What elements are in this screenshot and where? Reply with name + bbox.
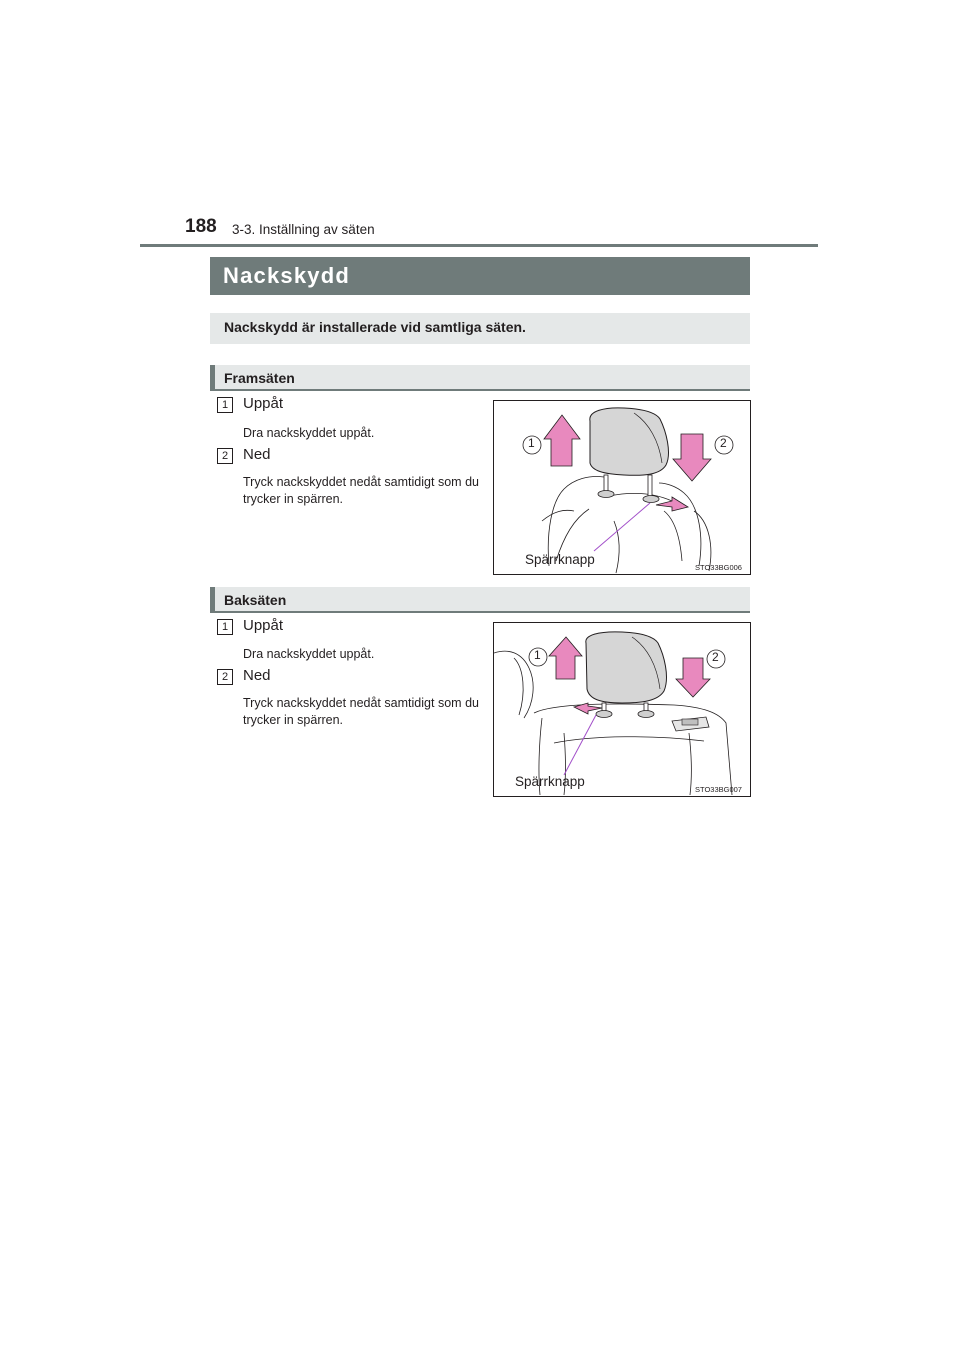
front-heading: Framsäten [224, 370, 295, 386]
section-title: 3-3. Inställning av säten [232, 222, 375, 237]
rear-seat-illustration [494, 623, 750, 796]
front-item-2-description: Tryck nackskyddet nedåt samtidigt som du trycker in spärren. [243, 475, 479, 506]
front-item-1-description: Dra nackskyddet uppåt. [243, 426, 375, 440]
front-seat-illustration [494, 401, 750, 574]
number-badge: 2 [217, 448, 233, 464]
title-bar [210, 257, 750, 295]
marker-2: 2 [712, 650, 719, 664]
number-badge: 1 [217, 619, 233, 635]
rear-subheading [210, 587, 750, 613]
front-figure [493, 400, 751, 575]
rear-item-2-description: Tryck nackskyddet nedåt samtidigt som du trycker in spärren. [243, 696, 479, 727]
intro-text: Nackskydd är installerade vid samtliga säten. [224, 319, 526, 335]
marker-1: 1 [534, 648, 541, 662]
page-number: 188 [185, 216, 217, 237]
rear-item-1-description: Dra nackskyddet uppåt. [243, 647, 375, 661]
page-title: Nackskydd [223, 263, 350, 288]
marker-1: 1 [528, 436, 535, 450]
item-label: Ned [243, 446, 271, 463]
number-badge: 2 [217, 669, 233, 685]
subheading-accent [210, 365, 215, 391]
rear-heading: Baksäten [224, 592, 287, 608]
rear-figure [493, 622, 751, 797]
figure-code: STO33BG007 [695, 785, 742, 794]
callout-label: Spärrknapp [525, 552, 595, 567]
number-badge: 1 [217, 397, 233, 413]
header-rule [140, 244, 818, 247]
marker-2: 2 [720, 436, 727, 450]
figure-code: STO33BG006 [695, 563, 742, 572]
item-label: Uppåt [243, 395, 284, 412]
subheading-accent [210, 587, 215, 613]
front-subheading [210, 365, 750, 391]
intro-box [210, 313, 750, 344]
callout-label: Spärrknapp [515, 774, 585, 789]
item-label: Uppåt [243, 617, 284, 634]
item-label: Ned [243, 667, 271, 684]
